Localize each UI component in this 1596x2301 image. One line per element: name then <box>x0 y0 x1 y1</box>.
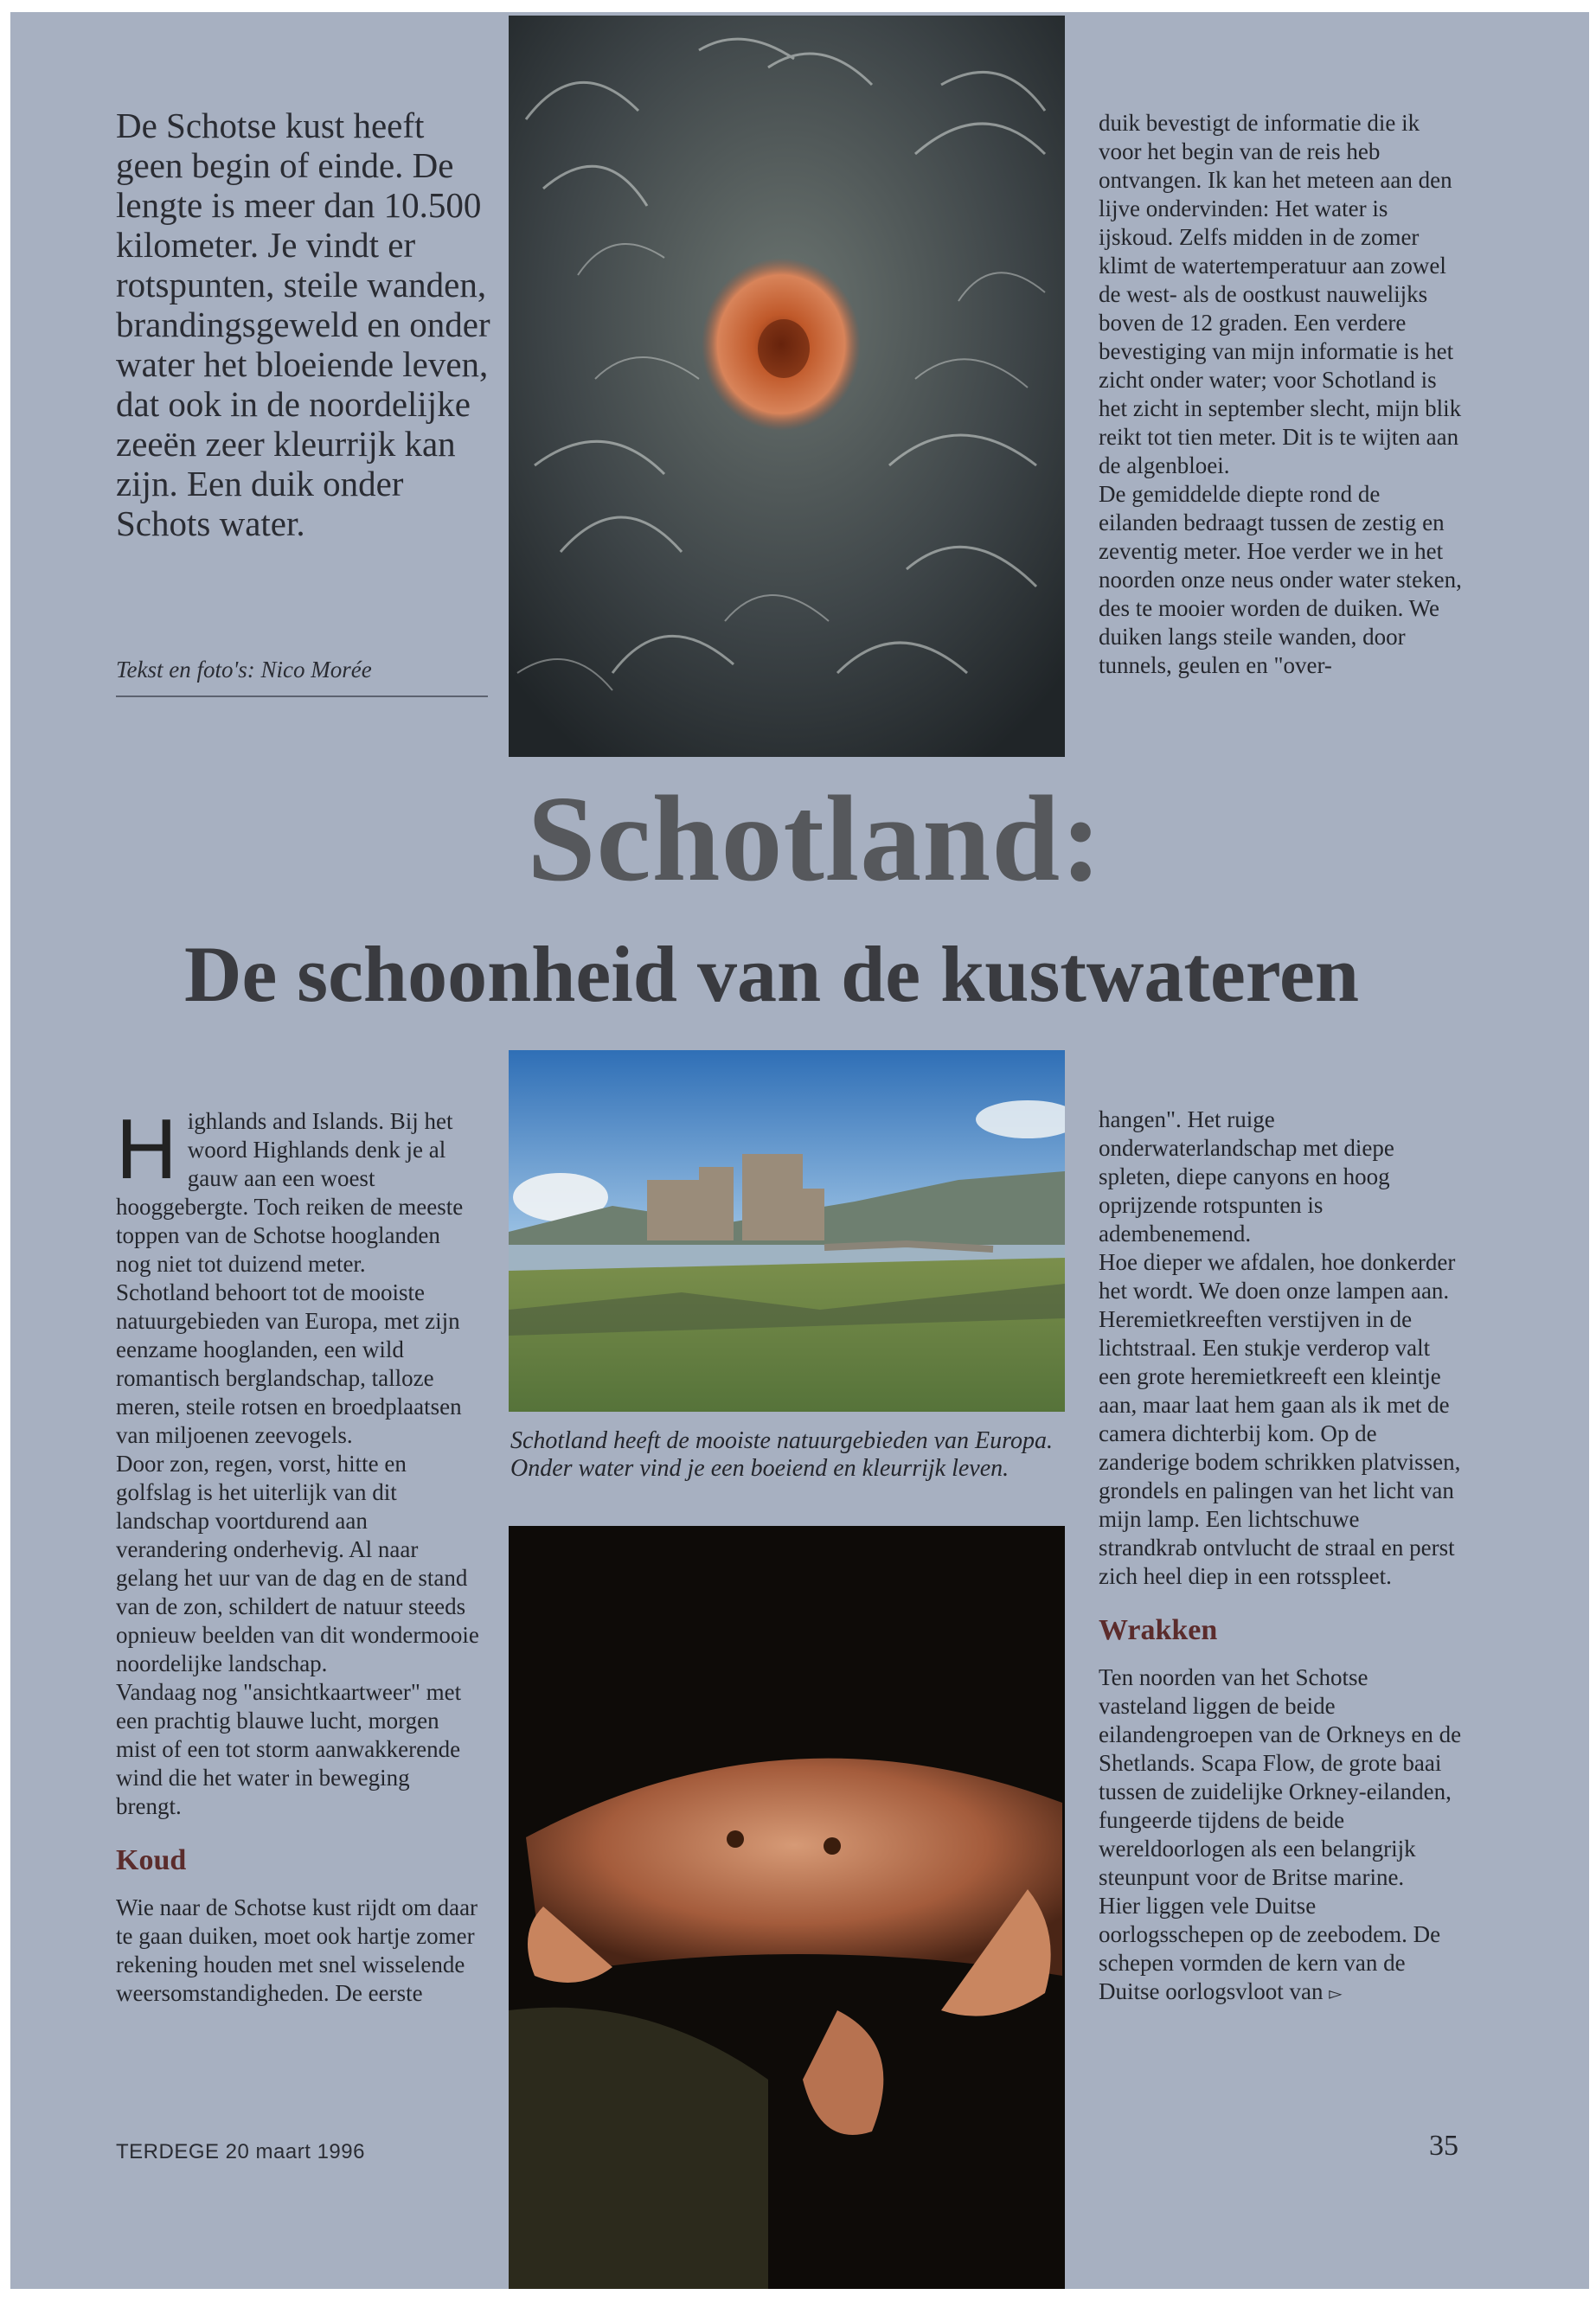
drop-cap: H <box>116 1101 177 1196</box>
right-bottom-column <box>1099 1106 1462 2009</box>
article-title: Schotland: <box>527 770 1103 907</box>
left-paragraph-2: Schotland behoort tot de mooiste natuurgebieden van Europa, met zijn eenzame hooglanden, een wild romantisch berglandschap, talloze meren, steile rotsen en broedplaatsen van miljoenen zeevogels. <box>116 1279 462 1448</box>
right-top-paragraph: duik bevestigt de informatie die ik voor het begin van de reis heb ontvangen. Ik kan het meteen aan den lijve ondervinden: Het water is ijskoud. Zelfs midden in de zomer klimt de watertemperatuur aan zowel de west- als de oostkust nauwelijks boven de 12 graden. Een verdere bevestiging van mijn informatie is het zicht onder water; voor Schotland is het zicht in september slecht, mijn blik reikt tot tien meter. Dit is te wijten aan de algenbloei. <box>1099 110 1462 478</box>
intro-text: De Schotse kust heeft geen begin of einde. De lengte is meer dan 10.500 kilometer. Je vindt er rotspunten, steile wanden, brandingsgeweld en onder water het bloeiende leven, dat ook in de noordelijke zeeën zeer kleurrijk kan zijn. Een duik onder Schots water. <box>116 106 490 543</box>
right-paragraph-2: Hoe dieper we afdalen, hoe donkerder het wordt. We doen onze lampen aan. Heremietkreeften verstijven in de lichtstraal. Een stukje verderop valt een grote heremietkreeft een kleintje aan, maar laat hem gaan als ik met de camera dichterbij kom. Op de zanderige bodem schrikken platvissen, grondels en palingen van het licht van mijn lamp. Een lichtschuwe strandkrab ontvlucht de straal en perst zich heel diep in een rotsspleet. <box>1099 1249 1461 1589</box>
right-paragraph-1: hangen". Het ruige onderwaterlandschap met diepe spleten, diepe canyons en hoog oprijzende rotspunten is adembenemend. <box>1099 1106 1394 1247</box>
issue-footer: TERDEGE 20 maart 1996 <box>116 2140 365 2163</box>
left-paragraph-1: ighlands and Islands. Bij het woord Highlands denk je al gauw aan een woest hooggebergte. Toch reiken de meeste toppen van de Schotse hooglanden nog niet tot duizend meter. <box>116 1108 464 1277</box>
right-top-column <box>1099 109 1462 680</box>
castle-photo <box>509 1050 1065 1412</box>
author-credit: Tekst en foto's: Nico Morée <box>116 657 488 697</box>
anemone-photo <box>509 16 1065 757</box>
article-subtitle: De schoonheid van de kustwateren <box>184 930 1359 1018</box>
left-paragraph-4: Vandaag nog "ansichtkaartweer" met een prachtig blauwe lucht, morgen mist of een tot storm aanwakkerende wind die het water in beweging brengt. <box>116 1679 462 1819</box>
page-number: 35 <box>1429 2130 1458 2162</box>
magazine-page <box>10 12 1589 2289</box>
section-heading-wrakken: Wrakken <box>1099 1614 1218 1646</box>
crab-photo <box>509 1526 1065 2289</box>
photo-caption: Schotland heeft de mooiste natuurgebieden van Europa. Onder water vind je een boeiend en kleurrijk leven. <box>510 1427 1054 1482</box>
left-paragraph-3: Door zon, regen, vorst, hitte en golfslag is het uiterlijk van dit landschap voortdurend aan verandering onderhevig. Al naar gelang het uur van de dag en de stand van de zon, schildert de natuur steeds opnieuw beelden van dit wondermooie noordelijke landschap. <box>116 1451 479 1676</box>
wrakken-paragraph-2: Hier liggen vele Duitse oorlogsschepen op de zeebodem. De schepen vormden de kern van de Duitse oorlogsvloot van <box>1099 1893 1441 2004</box>
koud-paragraph: Wie naar de Schotse kust rijdt om daar te gaan duiken, moet ook hartje zomer rekening houden met snel wisselende weersomstandigheden. De eerste <box>116 1894 478 2006</box>
left-column <box>116 1101 479 2008</box>
continue-arrow-icon: ▻ <box>1329 1984 1343 2003</box>
right-top-paragraph-2: De gemiddelde diepte rond de eilanden bedraagt tussen de zestig en zeventig meter. Hoe verder we in het noorden onze neus onder water steken, des te mooier worden de duiken. We duiken langs steile wanden, door tunnels, geulen en "over- <box>1099 481 1462 678</box>
section-heading-koud: Koud <box>116 1844 187 1876</box>
wrakken-paragraph-1: Ten noorden van het Schotse vasteland liggen de beide eilandengroepen van de Orkneys en de Shetlands. Scapa Flow, de grote baai tussen de zuidelijke Orkney-eilanden, fungeerde tijdens de beide wereldoorlogen als een belangrijk steunpunt voor de Britse marine. <box>1099 1664 1462 1890</box>
